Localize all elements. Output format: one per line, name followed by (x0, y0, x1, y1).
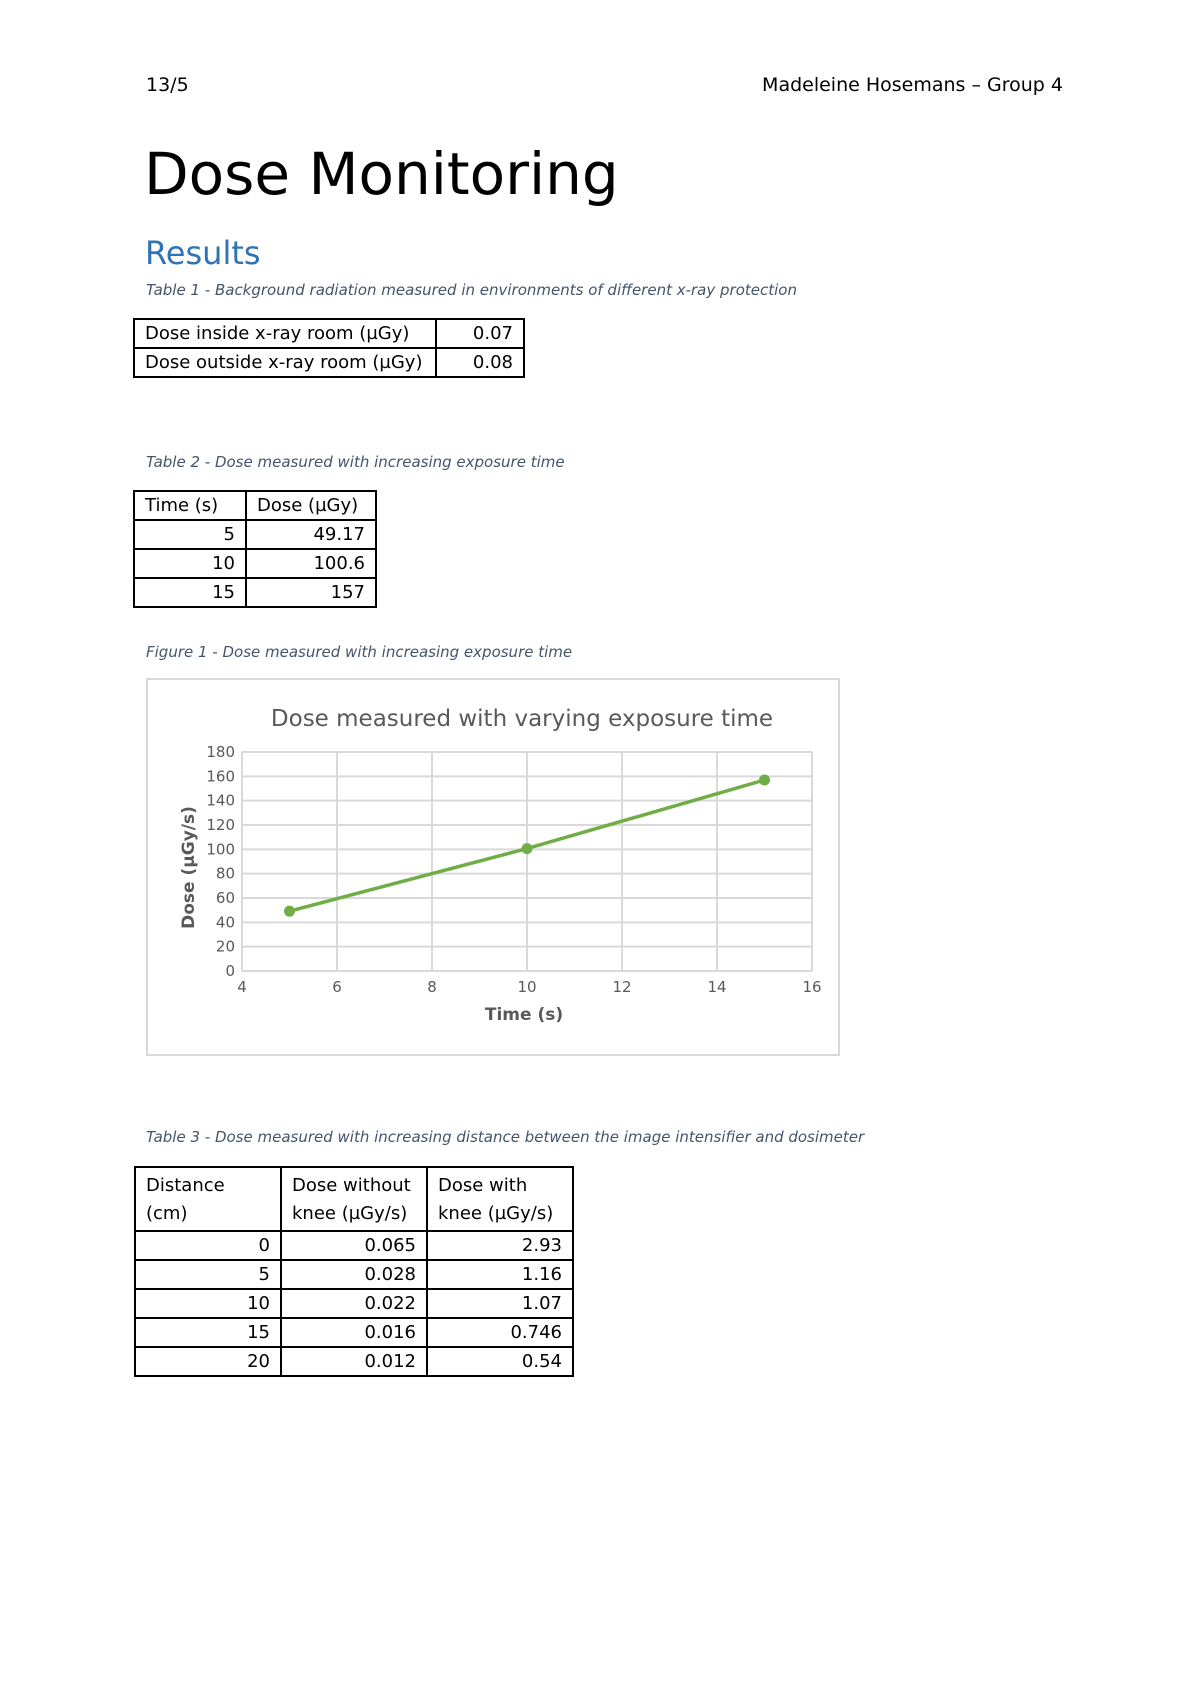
table-header-row (135, 1167, 573, 1231)
x-tick-label: 8 (427, 978, 437, 996)
table-row (135, 1289, 573, 1318)
table2-caption: Table 2 - Dose measured with increasing exposure time (146, 453, 565, 471)
column-header (281, 1167, 427, 1231)
table-header-row (134, 491, 376, 520)
table-cell: 157 (246, 578, 376, 607)
table-row (135, 1318, 573, 1347)
table-cell: Dose inside x-ray room (µGy) (134, 319, 436, 348)
table-row (134, 319, 524, 348)
table-cell: 49.17 (246, 520, 376, 549)
y-tick-label: 80 (215, 864, 235, 883)
header-line: knee (µGy/s) (438, 1203, 554, 1224)
x-tick-label: 4 (237, 978, 247, 996)
table-row (135, 1231, 573, 1260)
table-cell: 100.6 (246, 549, 376, 578)
y-tick-label: 40 (215, 913, 235, 932)
table-row (134, 549, 376, 578)
header-date: 13/5 (146, 74, 189, 96)
table-cell: 0 (135, 1231, 281, 1260)
table-cell: 10 (134, 549, 246, 578)
table-cell: 0.07 (436, 319, 524, 348)
y-tick-label: 0 (225, 962, 235, 980)
dose-time-chart (146, 678, 840, 1056)
table-row (134, 348, 524, 377)
table-cell: 0.08 (436, 348, 524, 377)
section-heading-results: Results (145, 234, 261, 272)
table-cell: 15 (135, 1318, 281, 1347)
header-line: Dose without (292, 1175, 411, 1196)
figure1-caption: Figure 1 - Dose measured with increasing exposure time (146, 643, 573, 661)
header-line: Dose with (438, 1175, 528, 1196)
header-line: knee (µGy/s) (292, 1203, 408, 1224)
document-title: Dose Monitoring (144, 140, 619, 208)
table-cell: 2.93 (427, 1231, 573, 1260)
chart-title: Dose measured with varying exposure time (270, 706, 774, 732)
table-cell: Dose outside x-ray room (µGy) (134, 348, 436, 377)
x-axis-label: Time (s) (484, 1005, 564, 1025)
table-row (134, 520, 376, 549)
table-cell: 0.54 (427, 1347, 573, 1376)
table-cell: 0.028 (281, 1260, 427, 1289)
table-cell: 0.016 (281, 1318, 427, 1347)
column-header: Dose (µGy) (246, 491, 376, 520)
data-point (522, 844, 532, 854)
table-cell: 5 (135, 1260, 281, 1289)
y-axis-label: Dose (µGy/s) (179, 806, 199, 929)
background-radiation-table (133, 318, 525, 378)
table-cell: 20 (135, 1347, 281, 1376)
table-cell: 0.012 (281, 1347, 427, 1376)
column-header (427, 1167, 573, 1231)
header-author: Madeleine Hosemans – Group 4 (762, 74, 1063, 96)
x-tick-label: 14 (707, 978, 727, 996)
table-cell: 1.16 (427, 1260, 573, 1289)
y-tick-label: 160 (206, 767, 235, 786)
y-tick-label: 100 (206, 840, 235, 859)
data-point (285, 906, 295, 916)
data-point (760, 775, 770, 785)
table-cell: 15 (134, 578, 246, 607)
table3-caption: Table 3 - Dose measured with increasing distance between the image intensifier and dosimeter (146, 1128, 865, 1146)
x-tick-label: 10 (517, 978, 537, 996)
table-cell: 5 (134, 520, 246, 549)
distance-dose-table (134, 1166, 574, 1377)
x-tick-label: 6 (332, 978, 342, 996)
table-cell: 0.746 (427, 1318, 573, 1347)
y-tick-label: 140 (206, 791, 235, 810)
y-tick-label: 180 (206, 743, 235, 761)
table1-caption: Table 1 - Background radiation measured in environments of different x-ray protection (146, 281, 797, 299)
table-cell: 1.07 (427, 1289, 573, 1318)
x-tick-label: 12 (612, 978, 632, 996)
y-tick-label: 120 (206, 816, 235, 834)
table-cell: 10 (135, 1289, 281, 1318)
table-row (135, 1260, 573, 1289)
column-header (135, 1167, 281, 1231)
table-row (135, 1347, 573, 1376)
y-tick-label: 20 (215, 937, 235, 956)
x-tick-label: 16 (802, 978, 822, 996)
table-cell: 0.022 (281, 1289, 427, 1318)
header-line: Distance (cm) (146, 1175, 225, 1224)
table-cell: 0.065 (281, 1231, 427, 1260)
table-row (134, 578, 376, 607)
exposure-time-table (133, 490, 377, 608)
y-tick-label: 60 (215, 889, 235, 907)
chart-canvas (148, 680, 838, 1054)
column-header: Time (s) (134, 491, 246, 520)
